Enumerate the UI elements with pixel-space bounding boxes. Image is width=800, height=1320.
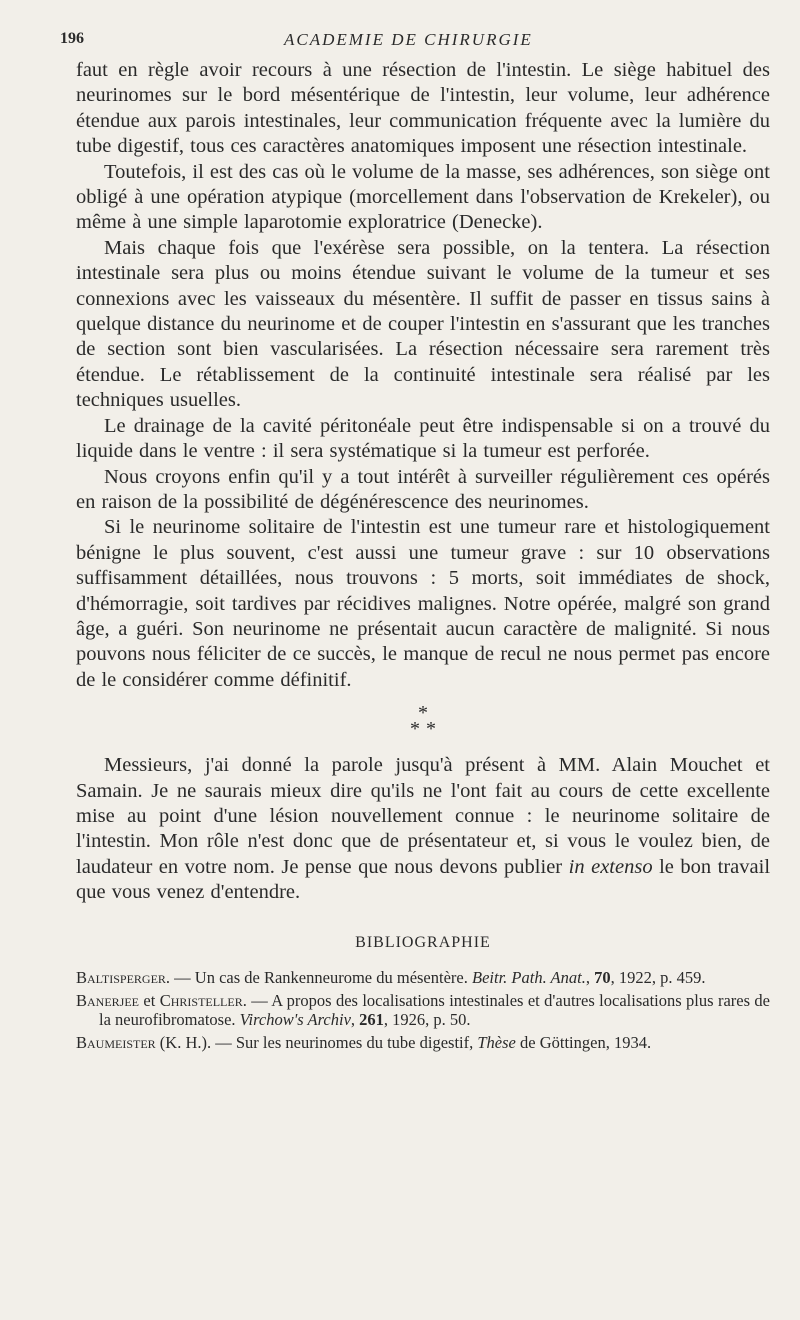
- entry-volume: 70: [594, 967, 611, 987]
- closing-italic-phrase: in extenso: [568, 855, 653, 878]
- paragraph-continued: faut en règle avoir recours à une résection de l'intestin. Le siège habituel des neurinomes sur le bord mésentérique de l'intestin, leur volume, leur adhérence étendue aux parois intestinales, leur communication fréquente avec la lumière du tube digestif, tous ces caractères anatomiques imposent une résection intestinale.: [76, 59, 770, 158]
- entry-connector: et: [139, 990, 160, 1010]
- entry-author: Baumeister: [76, 1032, 156, 1052]
- bibliography-entry: [76, 1033, 770, 1052]
- entry-text: — A propos des localisations intestinales et d'autres localisations plus rares de la neurofibromatose.: [99, 990, 770, 1029]
- entry-rest: , 1922, p. 459.: [610, 967, 706, 987]
- separator-asterisks-bottom: * *: [410, 718, 436, 741]
- entry-journal: Thèse: [477, 1032, 516, 1052]
- paragraph: Le drainage de la cavité péritonéale peut être indispensable si on a trouvé du liquide dans le ventre : il sera systématique si la tumeur est perforée.: [76, 414, 770, 463]
- closing-text-end: le bon travail que vous venez d'entendre.: [76, 855, 771, 904]
- bibliography-entry: [76, 991, 770, 1029]
- entry-journal: Virchow's Archiv: [239, 1009, 351, 1029]
- running-title: ACADEMIE DE CHIRURGIE: [284, 30, 533, 49]
- entry-separator: ,: [585, 967, 595, 987]
- closing-paragraph: [76, 753, 770, 905]
- paragraph: Mais chaque fois que l'exérèse sera possible, on la tentera. La résection intestinale sera plus ou moins étendue suivant le volume de la tumeur et ses connexions avec les vaisseaux du mésentère. Il suffit de passer en tissus sains à quelque distance du neurinome et de couper l'intestin en s'assurant que les tranches de section sont bien vascularisées. La résection nécessaire sera rarement très étendue. Le rétablissement de la continuité intestinale sera réalisé par les techniques usuelles.: [76, 236, 770, 412]
- entry-author: Banerjee: [76, 990, 140, 1010]
- entry-author: Baltisperger.: [76, 967, 171, 987]
- section-separator: [76, 702, 770, 741]
- entry-text: — Un cas de Rankenneurome du mésentère.: [170, 967, 472, 987]
- entry-text: (K. H.). — Sur les neurinomes du tube digestif,: [155, 1032, 478, 1052]
- body-text: [76, 58, 770, 906]
- entry-journal: Beitr. Path. Anat.: [472, 967, 586, 987]
- entry-rest: , 1926, p. 50.: [383, 1009, 471, 1029]
- entry-volume: 261: [359, 1009, 384, 1029]
- closing-text: Messieurs, j'ai donné la parole jusqu'à présent à MM. Alain Mouchet et Samain. Je ne saurais mieux dire qu'ils ne l'ont fait au cours de cette excellente mise au point d'une lésion nouvellement connue : le neurinome solitaire de l'intestin. Mon rôle n'est donc que de présentateur et, si vous le voulez bien, de laudateur en votre nom. Je pense que nous devons publier: [76, 754, 770, 878]
- bibliography-entry: [76, 968, 770, 987]
- page-number: 196: [60, 30, 84, 47]
- entry-rest: de Göttingen, 1934.: [515, 1032, 652, 1052]
- bibliography-title: BIBLIOGRAPHIE: [355, 933, 491, 951]
- bibliography-list: [76, 968, 770, 1052]
- paragraph: Si le neurinome solitaire de l'intestin est une tumeur rare et histologiquement bénigne le plus souvent, c'est aussi une tumeur grave : sur 10 observations suffisamment détaillées, nous trouvons : 5 morts, soit immédiates de shock, d'hémorragie, soit tardives par récidives malignes. Notre opérée, malgré son grand âge, a guéri. Son neurinome ne présentait aucun caractère de malignité. Si nous pouvons nous féliciter de ce succès, le manque de recul ne nous permet pas encore de le considérer comme définitif.: [76, 516, 770, 691]
- paragraph: Toutefois, il est des cas où le volume de la masse, ses adhérences, son siège ont obligé à une opération atypique (morcellement dans l'observation de Krekeler), ou même à une simple laparotomie exploratrice (Denecke).: [76, 160, 770, 234]
- page-header: [60, 30, 770, 58]
- entry-author-second: Christeller.: [159, 990, 247, 1010]
- entry-separator: ,: [350, 1009, 360, 1029]
- separator-asterisk-top: *: [418, 702, 428, 725]
- paragraph: Nous croyons enfin qu'il y a tout intérêt à surveiller régulièrement ces opérés en raison de la possibilité de dégénérescence des neurinomes.: [76, 465, 770, 513]
